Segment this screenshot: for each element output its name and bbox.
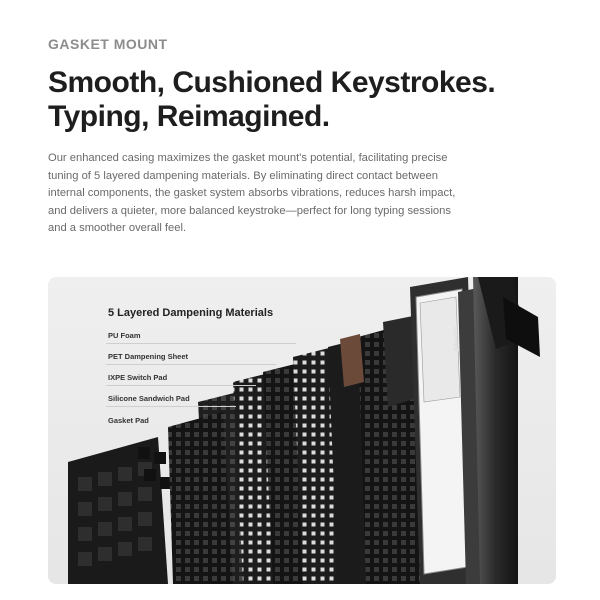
- headline-line-1: Smooth, Cushioned Keystrokes.: [48, 66, 496, 99]
- body-paragraph: Our enhanced casing maximizes the gasket mount's potential, facilitating precise tuning of 5 layered dampening materials. By eliminating direct contact between internal components, the gasket system absorbs vibrations, reduces harsh impact, and delivers a quieter, more balanced keystroke—perfect for long typing sessions and a smoother overall feel.: [48, 152, 456, 235]
- diagram-title: 5 Layered Dampening Materials: [108, 307, 274, 319]
- keycaps-layer: [68, 437, 172, 584]
- exploded-view-panel: [48, 277, 556, 584]
- layer-label-pu-foam: PU Foam: [108, 331, 141, 340]
- keyboard-case: [410, 277, 540, 584]
- case-logo: LOFREE: [452, 327, 458, 352]
- layer-label-ixpe-pad: IXPE Switch Pad: [108, 373, 168, 382]
- keyboard-exploded-illustration: [48, 277, 556, 584]
- headline-line-2: Typing, Reimagined.: [48, 100, 330, 133]
- layer-divider: [106, 385, 256, 386]
- layer-label-silicone-pad: Silicone Sandwich Pad: [108, 394, 190, 403]
- layer-divider: [106, 343, 296, 344]
- layer-divider: [106, 406, 236, 407]
- layer-divider: [106, 364, 276, 365]
- eyebrow-label: GASKET MOUNT: [48, 36, 168, 52]
- layer-label-gasket-pad: Gasket Pad: [108, 416, 149, 425]
- headline: [48, 66, 568, 134]
- plate-layers: [168, 315, 420, 584]
- layer-label-pet-sheet: PET Dampening Sheet: [108, 352, 189, 361]
